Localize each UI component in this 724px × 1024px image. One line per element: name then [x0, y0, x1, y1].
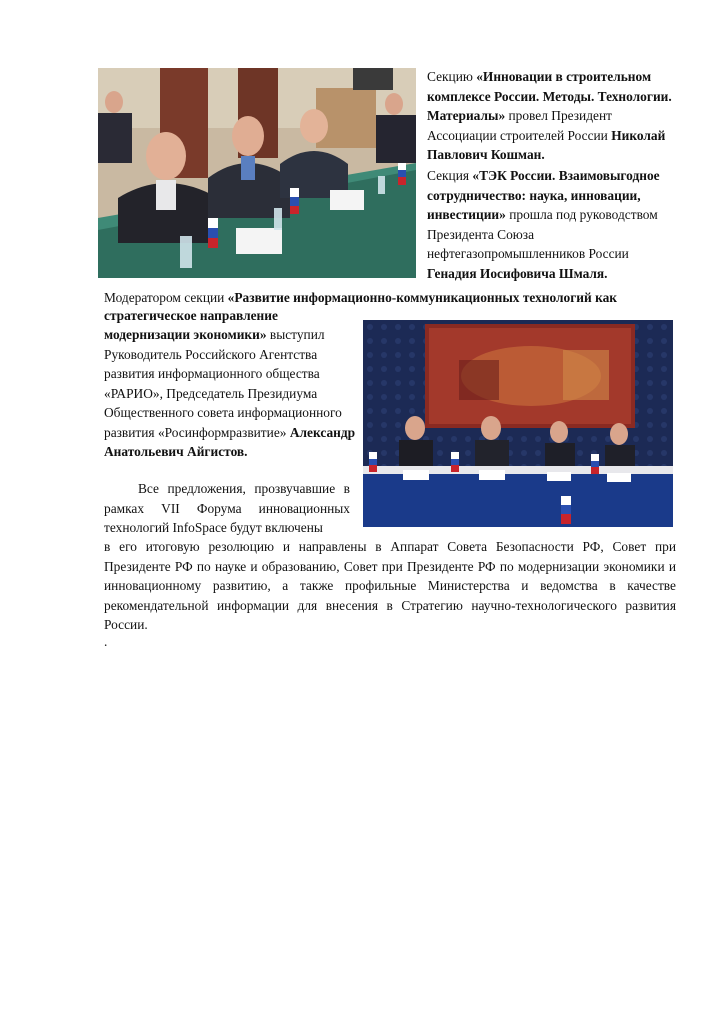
section-3-second-line [104, 306, 364, 326]
section-1-paragraph [427, 67, 677, 165]
section-2-person: Генадия Иосифовича Шмаля. [427, 265, 608, 281]
section-2-middle: прошла под руководством Президента Союза нефтегазопромышленников России [427, 207, 658, 261]
closing-paragraph-part-1 [104, 479, 350, 538]
section-3-person: Александр Анатольевич Айгистов. [104, 424, 356, 459]
section-3-middle: выступил Руководитель Российского Агентства развития информационного общества «РАРИО», Председатель Президиума Общественного совета информационного развития «Росинформразвитие» [104, 327, 342, 440]
trailing-mark [104, 632, 124, 652]
section-3-paragraph [104, 325, 356, 462]
trailing-dot: . [104, 634, 108, 649]
section-3-first-line [104, 288, 684, 308]
section-2-title: «ТЭК России. Взаимовыгодное сотрудничество: наука, инновации, инвестиции» [427, 168, 660, 222]
section-1-title: «Инновации в строительном комплексе России. Методы. Технологии. Материалы» [427, 69, 672, 123]
conference-photo-2 [363, 320, 673, 527]
conference-photo-1 [98, 68, 416, 278]
closing-paragraph-part-2 [104, 537, 676, 635]
closing-text-2: в его итоговую резолюцию и направлены в Аппарат Совета Безопасности РФ, Совет при Президенте РФ по науке и образованию, Совет при Президенте РФ по модернизации экономики и инновационному развитию, а также профильные Министерства и ведомства в качестве рекомендательной информации для внесения в Стратегию научно-технологического развития России. [104, 539, 676, 632]
section-3-title-line-3: модернизации экономики» [104, 327, 267, 342]
section-3-title-line-2: стратегическое направление [104, 308, 278, 323]
section-2-prefix: Секция [427, 168, 473, 183]
section-1-prefix: Секцию [427, 69, 477, 84]
section-3-prefix: Модератором секции [104, 290, 228, 305]
section-1-person: Николай Павлович Кошман. [427, 127, 666, 162]
section-3-title-line-1: «Развитие информационно-коммуникационных технологий как [227, 290, 618, 305]
closing-text-1: Все предложения, прозвучавшие в рамках VII Форума инновационных технологий InfoSpace будут включены [104, 481, 350, 535]
section-1-middle: провел Президент Ассоциации строителей России [427, 108, 612, 143]
section-2-paragraph [427, 166, 677, 283]
